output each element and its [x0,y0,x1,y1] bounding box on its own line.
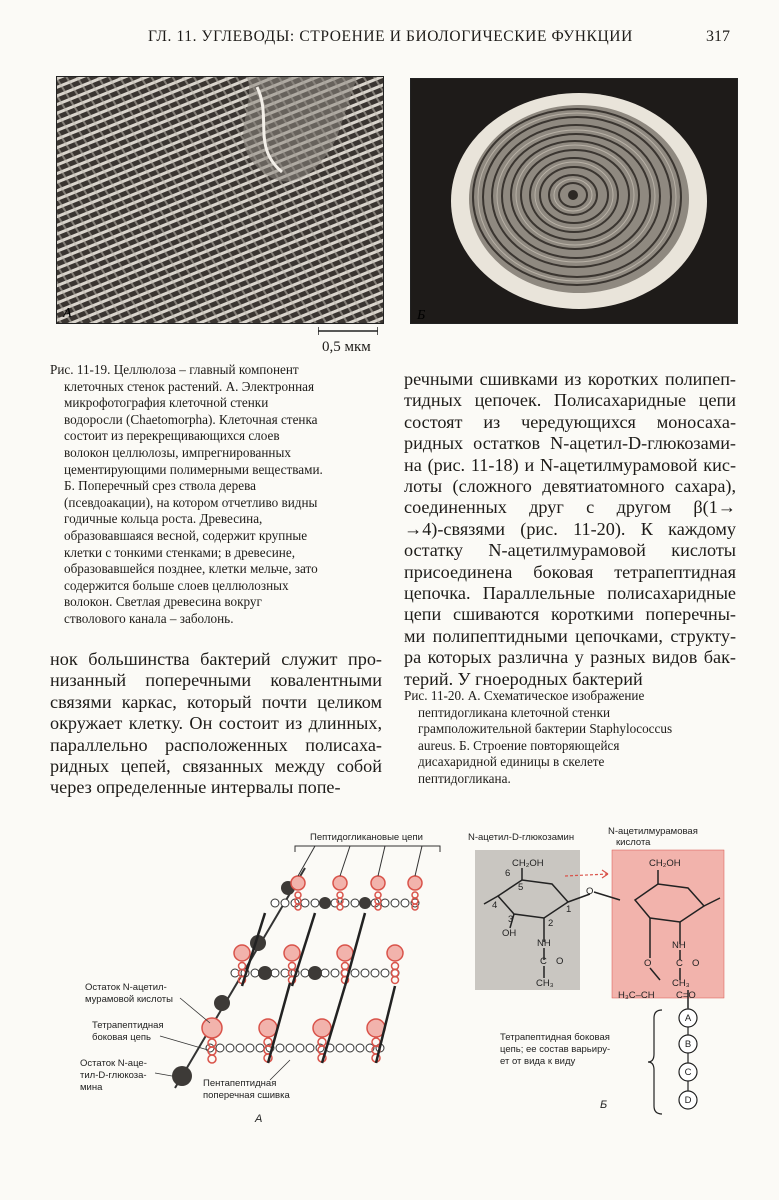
glcnac-o: O [556,956,564,967]
text-line: связями каркас, который почти целиком [50,691,382,712]
crosslink-label-line1: Пентапептидная [203,1078,277,1089]
caption-line: пептидогликана клеточной стенки [418,704,611,720]
side-chain-note-line2: цепь; ее состав варьиру- [500,1044,611,1055]
glycosidic-o: O [586,886,594,897]
tree-rings-image [411,79,737,323]
glcnac-label-line1: Остаток N-аце- [80,1058,147,1069]
side-chain-brace [648,1010,662,1114]
chains-bracket [295,846,440,852]
caption-line: образовавшаяся весной, содержит крупные [64,527,308,543]
text-line: на (рис. 11-18) и N-ацетилмурамовой кис- [404,454,736,475]
caption-line: клеточных стенок растений. А. Электронная [64,378,315,394]
glcnac-title: N-ацетил-D-глюкозамин [468,832,575,843]
running-header [0,28,779,50]
glcnac-num2: 2 [548,918,554,929]
tetrapeptide-label-line2: боковая цепь [92,1032,151,1043]
caption-line: стволового канала – заболонь. [64,610,234,626]
murnac-bead [284,945,300,961]
glcnac-nh: NH [537,938,551,949]
text-line: ридных цепей, связанных между собой [50,756,382,777]
murnac-bead [333,876,347,890]
murnac-c: C [676,958,683,969]
caption-line: содержится больше слоев целлюлозных [64,577,289,593]
caption-line: Б. Поперечный срез ствола дерева [64,478,257,494]
scale-bar [318,326,378,336]
cellulose-fibers-image [57,77,383,323]
text-line: присоединена боковая тетрапептидная [404,561,736,582]
glcnac-num1: 1 [566,904,572,915]
murnac-ch3: CH₃ [672,978,690,989]
side-chain-note-line1: Тетрапептидная боковая [500,1032,610,1043]
caption-line: (псевдоакации), на котором отчетливо видны [64,494,318,510]
murnac-nh: NH [672,940,686,951]
text-line: нок большинства бактерий служит про- [50,649,382,669]
glcnac-c: C [540,956,547,967]
figure-11-19-caption [50,362,380,628]
glcnac-label-line3: мина [80,1082,103,1093]
caption-line: aureus. Б. Строение повторяющейся [418,737,620,753]
body-text-left-column [50,649,382,799]
murnac-bead [202,1018,222,1038]
tetrapeptide-label-line1: Тетрапептидная [92,1020,164,1031]
micrograph-photo-a [56,76,384,324]
horizontal-bead-chain [206,1044,384,1052]
amino-acid-a-label: A [684,1013,692,1024]
caption-line: грамположительной бактерии Staphylococcus [418,721,673,737]
page-number: 317 [706,28,730,45]
glcnac-ch3: CH₃ [536,978,554,989]
glcnac-num6: 6 [505,868,511,879]
caption-line: пептидогликана. [418,770,511,786]
glcnac-bead [258,966,272,980]
panel-a-lattice [80,832,440,1125]
text-line: остатку N-ацетилмурамовой кислоты [404,540,736,561]
caption-line: волокон целлюлозы, импрегнированных [64,444,291,460]
text-line: цепочка. Параллельные полисахаридные [404,583,736,604]
caption-line: клетки с тонкими стенками; в древесине, [64,544,296,560]
photo-b-label: Б [417,308,426,323]
glcnac-bead [319,897,331,909]
glcnac-label-line2: тил-D-глюкоза- [80,1070,147,1081]
murnac-bead [291,876,305,890]
text-line: ми полипептидными цепочками, структу- [404,625,736,646]
caption-line: микрофотография клеточной стенки [64,395,269,411]
glcnac-oh: OH [502,928,517,939]
murnac-bead [408,876,422,890]
murnac-o: O [692,958,700,969]
amino-acid-d-label: D [684,1095,692,1106]
text-line: ридных остатков N-ацетил-D-глюкозами- [404,433,736,454]
text-line: речными сшивками из коротких полипеп- [404,369,736,389]
murnac-bead [337,945,353,961]
text-line: →4)-связями (рис. 11-20). К каждому [404,518,736,539]
text-line: цепи сшиваются короткими поперечны- [404,604,736,625]
murnac-bead [234,945,250,961]
glcnac-num4: 4 [492,900,498,911]
horizontal-bead-chain [271,899,419,907]
body-text-right-column [404,369,736,690]
glcnac-box [475,850,580,990]
photo-a-label: А [63,306,72,321]
amino-acid-b-label: B [684,1039,692,1050]
murnac-label-line2: мурамовой кислоты [85,994,173,1005]
caption-line: Рис. 11-20. А. Схематическое изображение [404,688,645,703]
figure-11-20-caption [404,688,724,788]
glcnac-ch2oh: CH₂OH [512,858,544,869]
caption-line: Рис. 11-19. Целлюлоза – главный компонент [50,362,299,377]
text-line: через определенные интервалы попе- [50,777,341,798]
murnac-title-line2: кислота [616,837,651,848]
text-line: лоты (сложного девятиатомного сахара), [404,476,736,497]
tree-cross-section-photo-b [410,78,738,324]
murnac-ch2oh: CH₂OH [649,858,681,869]
murnac-title-line1: N-ацетилмурамовая [608,826,698,837]
caption-line: образовавшейся позднее, клетки мельче, зато [64,561,318,577]
chapter-title: ГЛ. 11. УГЛЕВОДЫ: СТРОЕНИЕ И БИОЛОГИЧЕСКИЕ ФУНКЦИИ [148,28,633,45]
caption-line: цементирующими полимерными веществами. [64,461,323,477]
murnac-carbonyl: C=O [676,990,696,1001]
panel-b-label: Б [600,1099,608,1111]
amino-acid-c-label: C [684,1067,692,1078]
glcnac-num3: 3 [508,914,514,925]
caption-line: водоросли (Chaetomorpha). Клеточная стенка [64,411,318,427]
scale-label: 0,5 мкм [322,339,371,355]
murnac-ether-o: O [644,958,652,969]
murnac-box [612,850,724,998]
chains-label: Пептидогликановые цепи [310,832,423,843]
peptidoglycan-figure [60,818,740,1130]
glcnac-bead [359,897,371,909]
glcnac-bead [214,995,230,1011]
caption-line: годичные кольца роста. Древесина, [64,511,263,527]
caption-line: состоит из перекрещивающихся слоев [64,428,280,444]
text-line: ра которых различна у разных видов бак- [404,647,736,668]
side-chain-note-line3: ет от вида к виду [500,1056,576,1067]
glcnac-bead [172,1066,192,1086]
text-line: соединенных друг с другом β(1→ [404,497,736,518]
murnac-lactyl: H₃C–CH [618,990,655,1001]
text-line: параллельно расположенных полисаха- [50,734,382,755]
panel-b-structure [468,826,724,1114]
text-line: окружает клетку. Он состоит из длинных, [50,713,382,734]
caption-line: дисахаридной единицы в скелете [418,754,605,770]
murnac-bead [259,1019,277,1037]
caption-line: волокон. Светлая древесина вокруг [64,594,262,610]
glcnac-bead [308,966,322,980]
text-line: тидных цепочек. Полисахаридные цепи [404,390,736,411]
crosslink-label-line2: поперечная сшивка [203,1090,290,1101]
murnac-bead [313,1019,331,1037]
panel-a-label: А [255,1113,263,1125]
murnac-label-line1: Остаток N-ацетил- [85,982,167,993]
murnac-bead [371,876,385,890]
glcnac-num5: 5 [518,882,524,893]
text-line: терий. У гноеродных бактерий [404,668,643,689]
text-line: низанный поперечными ковалентными [50,670,382,691]
murnac-bead [387,945,403,961]
text-line: состоят из чередующихся моносаха- [404,411,736,432]
